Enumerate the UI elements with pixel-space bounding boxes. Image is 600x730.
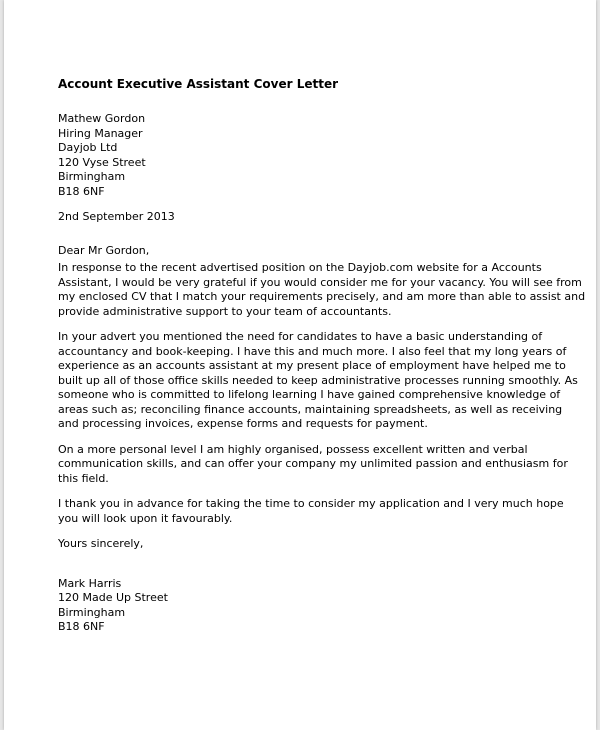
- recipient-company: Dayjob Ltd: [58, 141, 118, 154]
- recipient-position: Hiring Manager: [58, 126, 143, 140]
- paragraph-line: communication skills, and can offer your company my unlimited passion and enthusiasm for: [58, 457, 568, 470]
- paragraph-line: someone who is committed to lifelong learning I have gained comprehensive knowledge of: [58, 388, 561, 401]
- paragraph-line: this field.: [58, 471, 109, 485]
- sender-street: 120 Made Up Street: [58, 591, 168, 604]
- letter-body: [58, 76, 586, 635]
- recipient-address: [58, 112, 558, 199]
- paragraph-line: areas such as; reconciling finance accounts, maintaining spreadsheets, as well as receiving: [58, 402, 563, 416]
- sender-city: Birmingham: [58, 605, 126, 619]
- paragraph-line: my enclosed CV that I match your requirements precisely, and am more than able to assist and: [58, 290, 586, 303]
- paragraph-line: you will look upon it favourably.: [58, 511, 233, 525]
- paragraph-3: [58, 442, 568, 487]
- sender-address: [58, 577, 558, 635]
- document-title: Account Executive Assistant Cover Letter: [58, 77, 339, 91]
- paragraph-2: [58, 330, 578, 432]
- paragraph-line: Assistant, I would be very grateful if you would consider me for your vacancy. You will see from: [58, 275, 582, 289]
- recipient-city: Birmingham: [58, 170, 126, 183]
- paragraph-line: and processing invoices, expense forms and requests for payment.: [58, 417, 428, 430]
- paragraph-line: accountancy and book-keeping. I have this and much more. I also feel that my long years of: [58, 344, 567, 358]
- paragraph-line: In response to the recent advertised position on the Dayjob.com website for a Accounts: [58, 261, 542, 274]
- recipient-name: Mathew Gordon: [58, 112, 146, 125]
- sender-postcode: B18 6NF: [58, 620, 105, 633]
- paragraph-1: [58, 261, 586, 319]
- paragraph-line: On a more personal level I am highly organised, possess excellent written and verbal: [58, 442, 528, 456]
- paragraph-4: [58, 497, 564, 526]
- closing: Yours sincerely,: [58, 537, 144, 550]
- document-page: [4, 0, 596, 730]
- recipient-postcode: B18 6NF: [58, 184, 105, 198]
- paragraph-line: In your advert you mentioned the need for candidates to have a basic understanding of: [58, 330, 543, 343]
- paragraph-line: I thank you in advance for taking the time to consider my application and I very much hope: [58, 497, 564, 510]
- letter-date: 2nd September 2013: [58, 210, 175, 223]
- paragraph-line: provide administrative support to your team of accountants.: [58, 304, 392, 318]
- recipient-street: 120 Vyse Street: [58, 155, 146, 169]
- paragraph-line: built up all of those office skills needed to keep administrative processes running smoothly. As: [58, 373, 578, 387]
- paragraph-line: experience as an accounts assistant at my present place of employment have helped me to: [58, 359, 566, 372]
- sender-name: Mark Harris: [58, 576, 122, 590]
- salutation: Dear Mr Gordon,: [58, 243, 150, 257]
